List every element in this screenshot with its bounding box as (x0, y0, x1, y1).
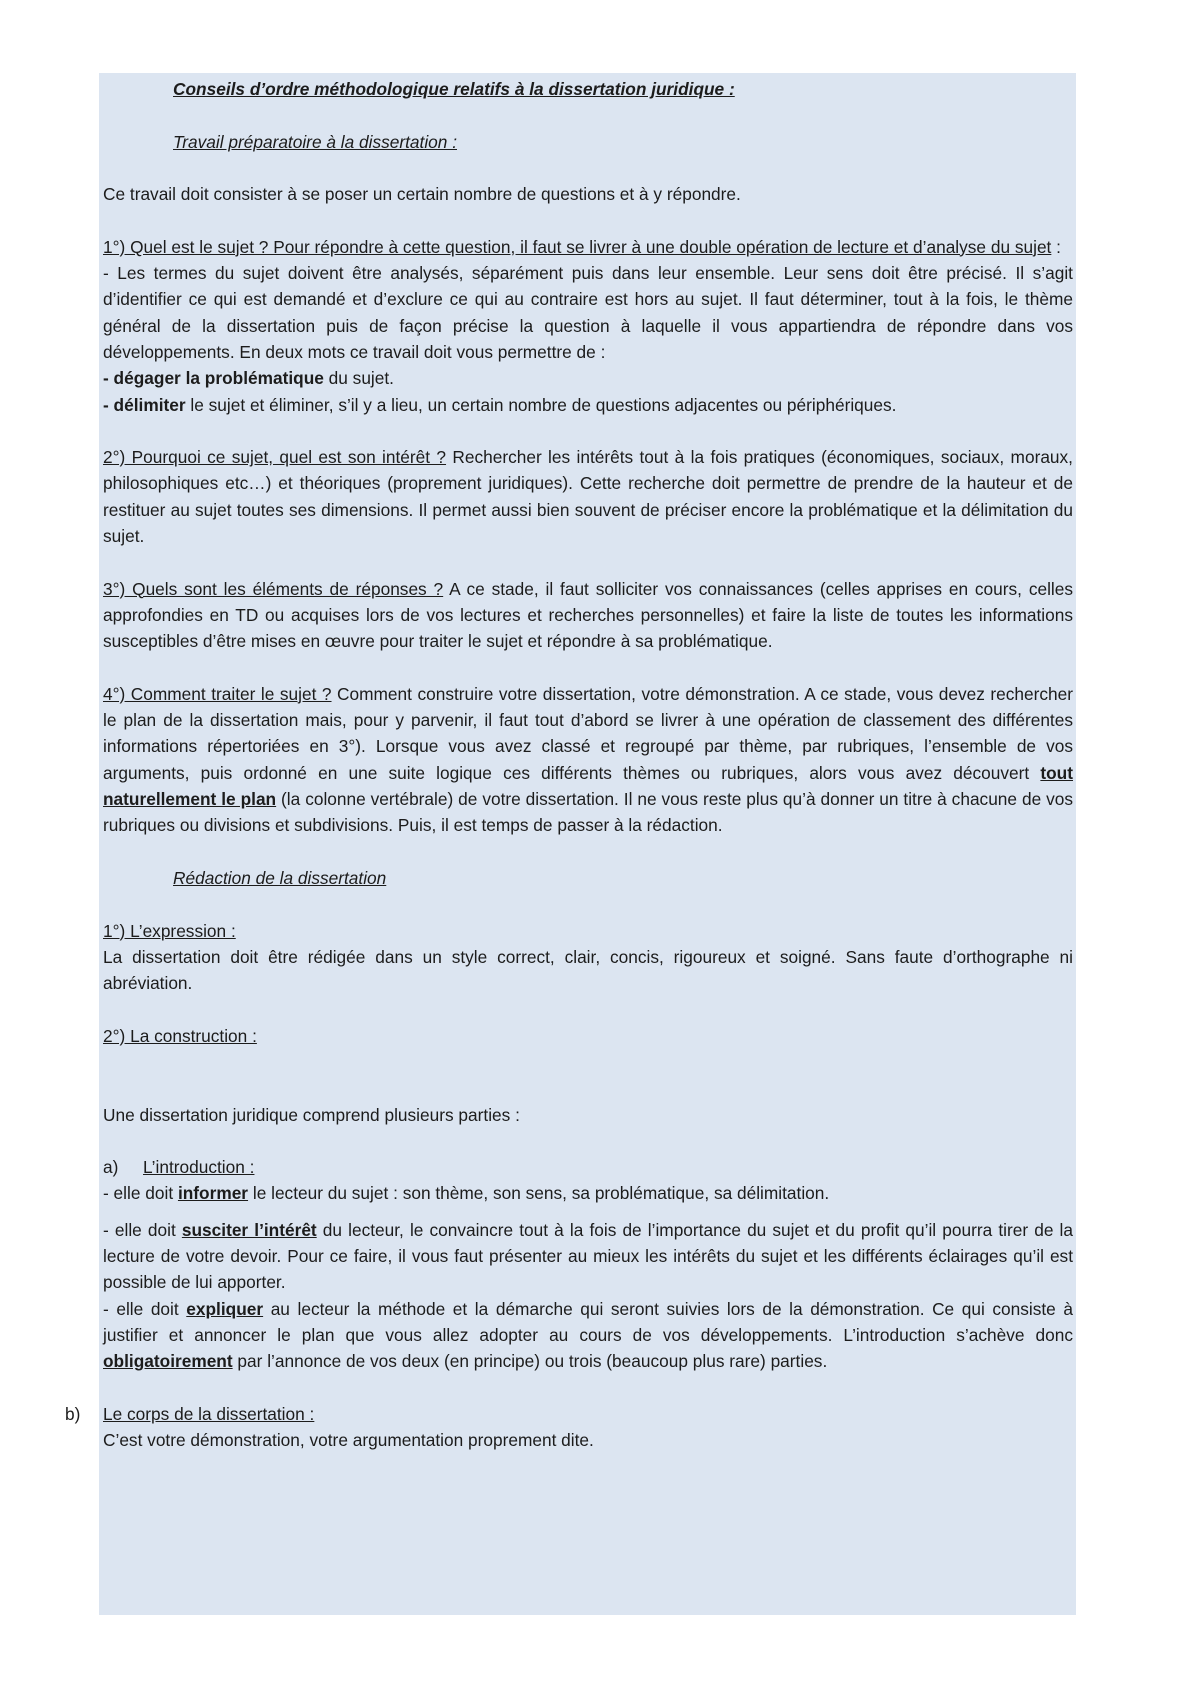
section-intro: Ce travail doit consister à se poser un certain nombre de questions et à y répondre. (103, 184, 741, 205)
expression-body: La dissertation doit être rédigée dans un style correct, clair, concis, rigoureux et soigné. Sans faute d’orthographe ni abréviation. (103, 946, 1073, 994)
construction-title: 2°) La construction : (103, 1025, 257, 1046)
question-2-title: 2°) Pourquoi ce sujet, quel est son intérêt ? (103, 447, 447, 468)
question-4: 4°) Comment traiter le sujet ? Comment construire votre dissertation, votre démonstration. A ce stade, vous devez rechercher le plan de la dissertation mais, pour y parvenir, il faut tout d’abord se livrer à une opération de classement des différentes informations répertoriées en 3°). Lorsque vous avez classé et regroupé par thème, par rubriques, l’ensemble de vos arguments, puis ordonné en une suite logique ces différents thèmes ou rubriques, alors vous avez découvert tout naturellement le plan (la colonne vertébrale) de votre dissertation. Il ne vous reste plus qu’à donner un titre à chacune de vos rubriques ou divisions et subdivisions. Puis, il est temps de passer à la rédaction. (103, 683, 1073, 836)
question-4-title: 4°) Comment traiter le sujet ? (103, 683, 332, 704)
document-title: Conseils d’ordre méthodologique relatifs à la dissertation juridique : (173, 79, 735, 99)
expression-title: 1°) L’expression : (103, 920, 236, 941)
question-1-bullet-2: - délimiter le sujet et éliminer, s’il y a lieu, un certain nombre de questions adjacentes ou périphériques. (103, 394, 897, 415)
question-1-body: - Les termes du sujet doivent être analysés, séparément puis dans leur ensemble. Leur sens doit être précisé. Il s’agit d’identifier ce qui est demandé et d’exclure ce qui au contraire est hors au sujet. Il faut déterminer, tout à la fois, le thème général de la dissertation puis de façon précise la question à laquelle il vous appartiendra de répondre dans vos développements. En deux mots ce travail doit vous permettre de : (103, 263, 1073, 362)
document-body (65, 76, 1073, 1453)
question-1: 1°) Quel est le sujet ? Pour répondre à cette question, il faut se livrer à une double opération de lecture et d’analyse du sujet : (103, 236, 1061, 257)
body-text: C’est votre démonstration, votre argumentation proprement dite. (103, 1430, 594, 1451)
question-3: 3°) Quels sont les éléments de réponses ? A ce stade, il faut solliciter vos connaissances (celles apprises en cours, celles approfondies en TD ou acquises lors de vos lectures et recherches personnelles) et faire la liste de toutes les informations susceptibles d’être mises en œuvre pour traiter le sujet et répondre à sa problématique. (103, 578, 1073, 652)
introduction-line-2: - elle doit susciter l’intérêt du lecteur, le convaincre tout à la fois de l’importance du sujet et du profit qu’il pourra tirer de la lecture de votre devoir. Pour ce faire, il vous faut présenter au mieux les intérêts du sujet et les différents éclairages qu’il est possible de lui apporter. (103, 1219, 1073, 1293)
body-title: Le corps de la dissertation : (103, 1403, 315, 1424)
body-item: b) Le corps de la dissertation : (65, 1403, 315, 1424)
question-2: 2°) Pourquoi ce sujet, quel est son intérêt ? Rechercher les intérêts tout à la fois pratiques (économiques, sociaux, moraux, philosophiques etc…) et théoriques (proprement juridiques). Cette recherche doit permettre de prendre de la hauteur et de restituer au sujet toutes ses dimensions. Il permet aussi bien souvent de préciser encore la problématique et la délimitation du sujet. (103, 447, 1073, 547)
question-1-bullet-1: - dégager la problématique du sujet. (103, 368, 394, 389)
introduction-title: L’introduction : (143, 1157, 255, 1178)
question-3-title: 3°) Quels sont les éléments de réponses ? (103, 578, 444, 599)
construction-intro: Une dissertation juridique comprend plusieurs parties : (103, 1104, 520, 1125)
introduction-line-3: - elle doit expliquer au lecteur la méthode et la démarche qui seront suivies lors de la démonstration. Ce qui consiste à justifier et annoncer le plan que vous allez adopter au cours de vos développements. L’introduction s’achève donc obligatoirement par l’annonce de vos deux (en principe) ou trois (beaucoup plus rare) parties. (103, 1298, 1073, 1372)
introduction-line-1: - elle doit informer le lecteur du sujet : son thème, son sens, sa problématique, sa délimitation. (103, 1183, 830, 1204)
section-heading-preparation: Travail préparatoire à la dissertation : (173, 131, 457, 152)
question-1-title: 1°) Quel est le sujet ? Pour répondre à cette question, il faut se livrer à une double opération de lecture et d’analyse du sujet (103, 236, 1052, 257)
introduction-item: a) L’introduction : (103, 1157, 255, 1178)
section-heading-redaction: Rédaction de la dissertation (173, 867, 387, 888)
